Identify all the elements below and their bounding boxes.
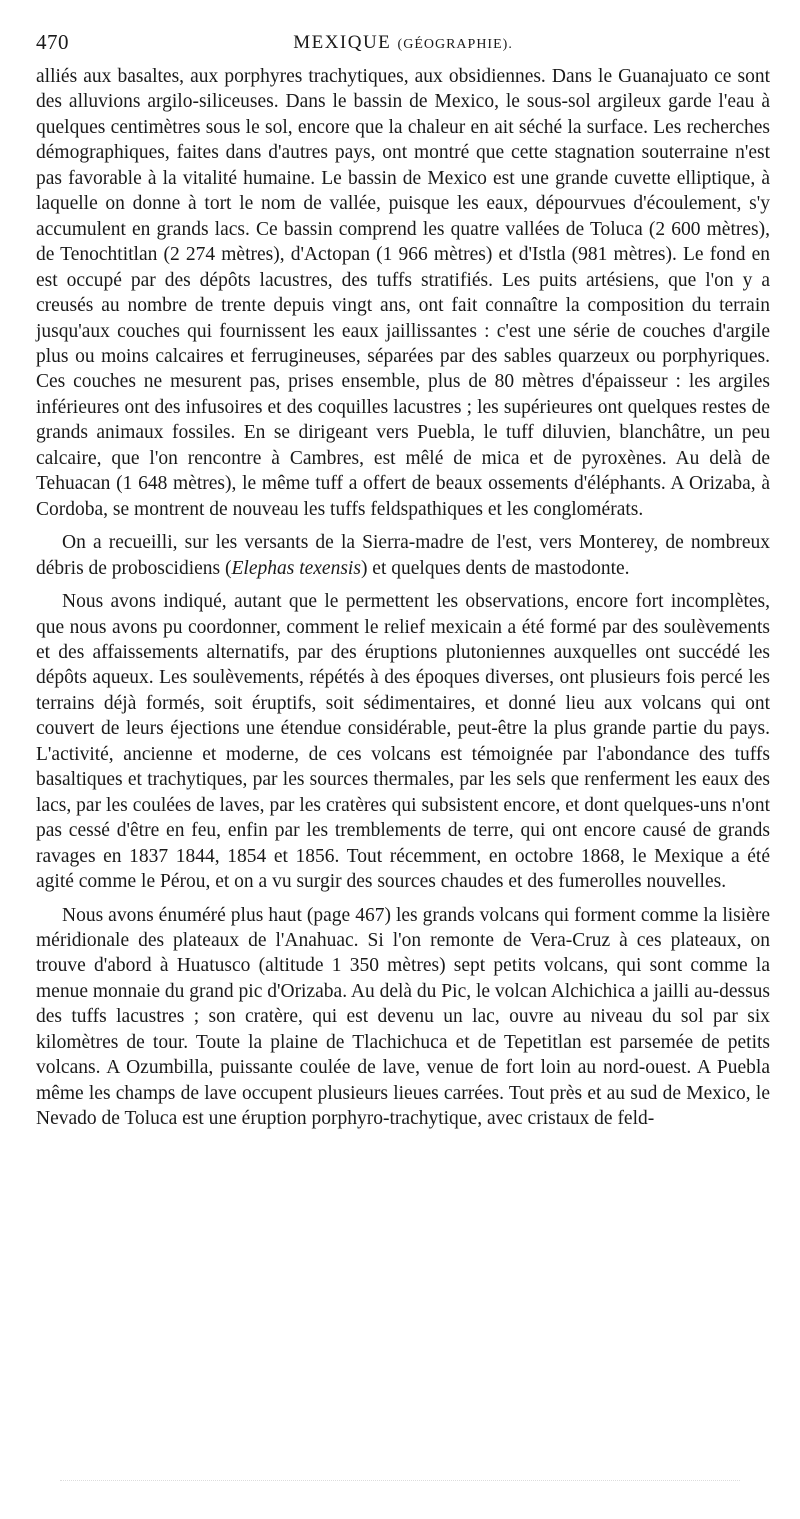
- page-number: 470: [36, 30, 69, 54]
- paragraph-2-end: ) et quelques dents de mastodonte.: [360, 557, 630, 579]
- paragraph-3: Nous avons indiqué, autant que le permettent les observations, encore fort incomplètes, que nous avons pu coordonner, comment le relief mexicain a été formé par des soulèvements et des affaissements alternatifs, par des éruptions plutoniennes auxquelles ont succédé les dépôts aqueux. Les soulèvements, répétés à des époques diverses, ont plusieurs fois percé les terrains déjà formés, soit éruptifs, soit sédimentaires, et donné lieu aux volcans qui ont couvert de leurs éjections une étendue considérable, peut-être la plus grande partie du pays. L'activité, ancienne et moderne, de ces volcans est témoignée par l'abondance des tuffs basaltiques et trachytiques, par les sources thermales, par les sels que renferment les eaux des lacs, par les coulées de laves, par les cratères qui subsistent encore, et dont quelques-uns n'ont pas cessé d'être en feu, enfin par les tremblements de terre, qui ont encore causé de grands ravages en 1837 1844, 1854 et 1856. Tout récemment, en octobre 1868, le Mexique a été agité comme le Pérou, et on a vu surgir des sources chaudes et des fumerolles nouvelles.: [36, 591, 770, 893]
- species-name: Elephas texensis: [231, 557, 361, 579]
- page-bottom-divider: [60, 1480, 740, 1481]
- running-title: [36, 32, 770, 54]
- running-title-subtitle: (GÉOGRAPHIE).: [397, 37, 513, 52]
- paragraph-2-start: On a recueilli, sur les versants de la Sierra-madre de l'est, vers Monterey, de nombreux débris de proboscidiens (: [36, 532, 770, 579]
- paragraph-2: [36, 530, 770, 581]
- running-title-main: MEXIQUE: [293, 32, 392, 53]
- paragraph-4: Nous avons énuméré plus haut (page 467) les grands volcans qui forment comme la lisière méridionale des plateaux de l'Anahuac. Si l'on remonte de Vera-Cruz à ces plateaux, on trouve d'abord à Huatusco (altitude 1 350 mètres) sept petits volcans, qui sont comme la menue monnaie du grand pic d'Orizaba. Au delà du Pic, le volcan Alchichica a jailli au-dessus des tuffs lacustres ; son cratère, qui est devenu un lac, ouvre au niveau du sol par six kilomètres de tour. Toute la plaine de Tlachichuca et de Tepetitlan est parsemée de petits volcans. A Ozumbilla, puissante coulée de lave, venue de fort loin au nord-ouest. A Puebla même les champs de lave occupent plusieurs lieues carrées. Tout près et au sud de Mexico, le Nevado de Toluca est une éruption porphyro-trachytique, avec cristaux de feld-: [36, 904, 770, 1130]
- paragraph-1: alliés aux basaltes, aux porphyres trachytiques, aux obsidiennes. Dans le Guanajuato ce sont des alluvions argilo-siliceuses. Dans le bassin de Mexico, le sous-sol argileux garde l'eau à quelques centimètres sous le sol, encore que la chaleur en ait séché la surface. Les recherches démographiques, faites dans d'autres pays, ont montré que cette stagnation souterraine n'est pas favorable à la vitalité humaine. Le bassin de Mexico est une grande cuvette elliptique, à laquelle on donne à tort le nom de vallée, puisque les eaux, dépourvues d'écoulement, s'y accumulent en grands lacs. Ce bassin comprend les quatre vallées de Toluca (2 600 mètres), de Tenochtitlan (2 274 mètres), d'Actopan (1 966 mètres) et d'Istla (981 mètres). Le fond en est occupé par des dépôts lacustres, des tuffs stratifiés. Les puits artésiens, que l'on y a creusés au nombre de trente depuis vingt ans, ont fait connaître la composition du terrain jusqu'aux couches qui fournissent les eaux jaillissantes : c'est une série de couches d'argile plus ou moins calcaires et ferrugineuses, séparées par des sables quarzeux ou porphyriques. Ces couches ne mesurent pas, prises ensemble, plus de 80 mètres d'épaisseur : les argiles inférieures ont des infusoires et des coquilles lacustres ; les supérieures ont quelques restes de grands animaux fossiles. En se dirigeant vers Puebla, le tuff diluvien, blanchâtre, un peu calcaire, que l'on rencontre à Cambres, est mêlé de mica et de pyroxènes. Au delà de Tehuacan (1 648 mètres), le même tuff a offert de beaux ossements d'éléphants. A Orizaba, à Cordoba, se montrent de nouveau les tuffs feldspathiques et les conglomérats.: [36, 66, 770, 520]
- running-header: [36, 30, 770, 64]
- body-text: [36, 64, 770, 1132]
- book-page: [36, 30, 770, 1132]
